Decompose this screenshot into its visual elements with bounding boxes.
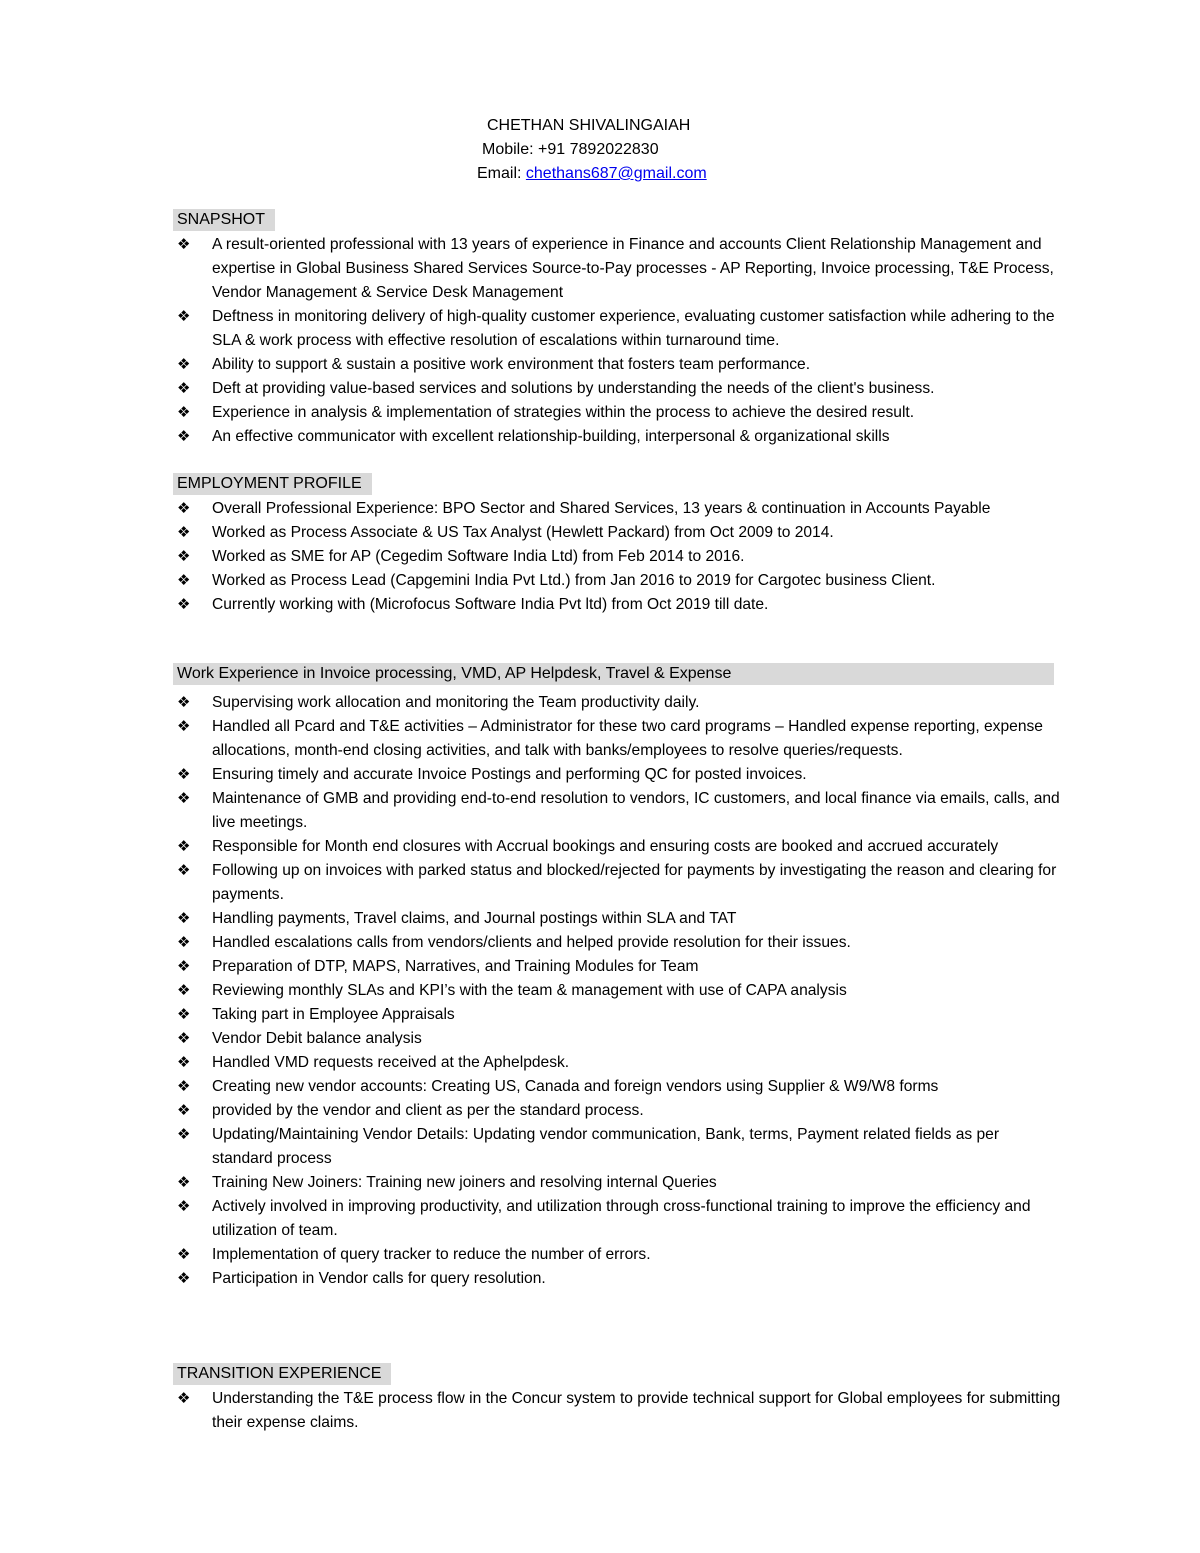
diamond-bullet-icon: ❖ xyxy=(177,1126,191,1143)
diamond-bullet-icon: ❖ xyxy=(177,1054,191,1071)
list-item-text: Handled escalations calls from vendors/clients and helped provide resolution for their issues. xyxy=(212,934,851,951)
mobile-label: Mobile: xyxy=(482,141,539,158)
diamond-bullet-icon: ❖ xyxy=(177,1270,191,1287)
list-item xyxy=(173,715,1063,763)
list-item-text: Supervising work allocation and monitoring the Team productivity daily. xyxy=(212,694,700,711)
diamond-bullet-icon: ❖ xyxy=(177,694,191,711)
list-item xyxy=(173,233,1063,305)
list-item-text: Worked as SME for AP (Cegedim Software India Ltd) from Feb 2014 to 2016. xyxy=(212,548,745,565)
mobile-line xyxy=(482,140,659,160)
transition-list xyxy=(173,1387,1063,1435)
diamond-bullet-icon: ❖ xyxy=(177,1174,191,1191)
list-item xyxy=(173,377,1063,401)
list-item xyxy=(173,931,1063,955)
diamond-bullet-icon: ❖ xyxy=(177,596,191,613)
diamond-bullet-icon: ❖ xyxy=(177,1198,191,1215)
list-item xyxy=(173,691,1063,715)
list-item xyxy=(173,521,1063,545)
list-item-text: Implementation of query tracker to reduce the number of errors. xyxy=(212,1246,651,1263)
list-item xyxy=(173,1195,1063,1243)
list-item xyxy=(173,1027,1063,1051)
list-item xyxy=(173,835,1063,859)
diamond-bullet-icon: ❖ xyxy=(177,500,191,517)
list-item-text: An effective communicator with excellent relationship-building, interpersonal & organizational skills xyxy=(212,428,890,445)
list-item-text: Taking part in Employee Appraisals xyxy=(212,1006,455,1023)
diamond-bullet-icon: ❖ xyxy=(177,308,191,325)
diamond-bullet-icon: ❖ xyxy=(177,356,191,373)
list-item xyxy=(173,1123,1063,1171)
list-item-text: Understanding the T&E process flow in the Concur system to provide technical support for Global employees for submitting their expense claims. xyxy=(212,1390,1061,1431)
work-experience-section xyxy=(173,663,1063,1291)
list-item xyxy=(173,1075,1063,1099)
list-item xyxy=(173,1051,1063,1075)
diamond-bullet-icon: ❖ xyxy=(177,1078,191,1095)
snapshot-section xyxy=(173,209,1063,449)
list-item-text: Handled all Pcard and T&E activities – Administrator for these two card programs – Handled expense reporting, expense allocations, month-end closing activities, and talk with banks/employees to resolve queries/requests. xyxy=(212,718,1043,759)
list-item-text: Deft at providing value-based services and solutions by understanding the needs of the client's business. xyxy=(212,380,935,397)
list-item-text: Preparation of DTP, MAPS, Narratives, and Training Modules for Team xyxy=(212,958,699,975)
list-item-text: Worked as Process Associate & US Tax Analyst (Hewlett Packard) from Oct 2009 to 2014. xyxy=(212,524,834,541)
email-label: Email: xyxy=(477,165,526,182)
diamond-bullet-icon: ❖ xyxy=(177,958,191,975)
work-experience-heading: Work Experience in Invoice processing, VMD, AP Helpdesk, Travel & Expense xyxy=(173,663,1054,685)
list-item xyxy=(173,401,1063,425)
list-item xyxy=(173,545,1063,569)
list-item xyxy=(173,569,1063,593)
email-line xyxy=(477,164,707,184)
list-item xyxy=(173,497,1063,521)
transition-heading: TRANSITION EXPERIENCE xyxy=(173,1363,391,1385)
list-item xyxy=(173,955,1063,979)
diamond-bullet-icon: ❖ xyxy=(177,548,191,565)
list-item-text: Currently working with (Microfocus Software India Pvt ltd) from Oct 2019 till date. xyxy=(212,596,769,613)
mobile-number: +91 7892022830 xyxy=(538,141,659,158)
diamond-bullet-icon: ❖ xyxy=(177,982,191,999)
employment-heading: EMPLOYMENT PROFILE xyxy=(173,473,372,495)
diamond-bullet-icon: ❖ xyxy=(177,1390,191,1407)
list-item-text: Ability to support & sustain a positive work environment that fosters team performance. xyxy=(212,356,811,373)
diamond-bullet-icon: ❖ xyxy=(177,1102,191,1119)
list-item-text: Handled VMD requests received at the Aphelpdesk. xyxy=(212,1054,570,1071)
diamond-bullet-icon: ❖ xyxy=(177,934,191,951)
list-item-text: Overall Professional Experience: BPO Sector and Shared Services, 13 years & continuation in Accounts Payable xyxy=(212,500,991,517)
diamond-bullet-icon: ❖ xyxy=(177,236,191,253)
diamond-bullet-icon: ❖ xyxy=(177,766,191,783)
list-item-text: Vendor Debit balance analysis xyxy=(212,1030,422,1047)
snapshot-list xyxy=(173,233,1063,449)
list-item xyxy=(173,593,1063,617)
list-item xyxy=(173,787,1063,835)
list-item-text: Participation in Vendor calls for query resolution. xyxy=(212,1270,546,1287)
diamond-bullet-icon: ❖ xyxy=(177,1246,191,1263)
list-item xyxy=(173,979,1063,1003)
list-item xyxy=(173,907,1063,931)
diamond-bullet-icon: ❖ xyxy=(177,380,191,397)
diamond-bullet-icon: ❖ xyxy=(177,910,191,927)
candidate-name: CHETHAN SHIVALINGAIAH xyxy=(487,117,691,134)
list-item-text: Actively involved in improving productivity, and utilization through cross-functional training to improve the efficiency and utilization of team. xyxy=(212,1198,1031,1239)
list-item-text: Updating/Maintaining Vendor Details: Updating vendor communication, Bank, terms, Payment related fields as per standard process xyxy=(212,1126,1000,1167)
diamond-bullet-icon: ❖ xyxy=(177,1006,191,1023)
list-item-text: provided by the vendor and client as per the standard process. xyxy=(212,1102,644,1119)
list-item-text: Training New Joiners: Training new joiners and resolving internal Queries xyxy=(212,1174,717,1191)
list-item-text: Following up on invoices with parked status and blocked/rejected for payments by investigating the reason and clearing for payments. xyxy=(212,862,1057,903)
list-item xyxy=(173,1171,1063,1195)
list-item xyxy=(173,1387,1063,1435)
list-item-text: Creating new vendor accounts: Creating US, Canada and foreign vendors using Supplier & W9/W8 forms xyxy=(212,1078,939,1095)
diamond-bullet-icon: ❖ xyxy=(177,862,191,879)
list-item-text: A result-oriented professional with 13 years of experience in Finance and accounts Client Relationship Management and expertise in Global Business Shared Services Source-to-Pay processes - AP Reporting, Invoice processing, T&E Process, Vendor Management & Service Desk Management xyxy=(212,236,1054,301)
list-item-text: Deftness in monitoring delivery of high-quality customer experience, evaluating customer satisfaction while adhering to the SLA & work process with effective resolution of escalations within turnaround time. xyxy=(212,308,1055,349)
list-item xyxy=(173,1267,1063,1291)
diamond-bullet-icon: ❖ xyxy=(177,524,191,541)
list-item-text: Ensuring timely and accurate Invoice Postings and performing QC for posted invoices. xyxy=(212,766,807,783)
list-item xyxy=(173,1003,1063,1027)
list-item xyxy=(173,425,1063,449)
list-item xyxy=(173,353,1063,377)
diamond-bullet-icon: ❖ xyxy=(177,428,191,445)
diamond-bullet-icon: ❖ xyxy=(177,718,191,735)
diamond-bullet-icon: ❖ xyxy=(177,790,191,807)
list-item xyxy=(173,859,1063,907)
list-item xyxy=(173,305,1063,353)
snapshot-heading: SNAPSHOT xyxy=(173,209,275,231)
diamond-bullet-icon: ❖ xyxy=(177,404,191,421)
list-item-text: Handling payments, Travel claims, and Journal postings within SLA and TAT xyxy=(212,910,737,927)
work-experience-list xyxy=(173,691,1063,1291)
diamond-bullet-icon: ❖ xyxy=(177,572,191,589)
employment-list xyxy=(173,497,1063,617)
employment-section xyxy=(173,473,1063,617)
list-item xyxy=(173,1243,1063,1267)
list-item-text: Worked as Process Lead (Capgemini India Pvt Ltd.) from Jan 2016 to 2019 for Cargotec business Client. xyxy=(212,572,936,589)
diamond-bullet-icon: ❖ xyxy=(177,838,191,855)
diamond-bullet-icon: ❖ xyxy=(177,1030,191,1047)
list-item-text: Reviewing monthly SLAs and KPI’s with the team & management with use of CAPA analysis xyxy=(212,982,847,999)
email-link[interactable]: chethans687@gmail.com xyxy=(525,165,707,182)
list-item-text: Maintenance of GMB and providing end-to-end resolution to vendors, IC customers, and local finance via emails, calls, and live meetings. xyxy=(212,790,1060,831)
list-item xyxy=(173,763,1063,787)
list-item xyxy=(173,1099,1063,1123)
transition-section xyxy=(173,1363,1063,1435)
list-item-text: Responsible for Month end closures with Accrual bookings and ensuring costs are booked and accrued accurately xyxy=(212,838,999,855)
list-item-text: Experience in analysis & implementation of strategies within the process to achieve the desired result. xyxy=(212,404,915,421)
